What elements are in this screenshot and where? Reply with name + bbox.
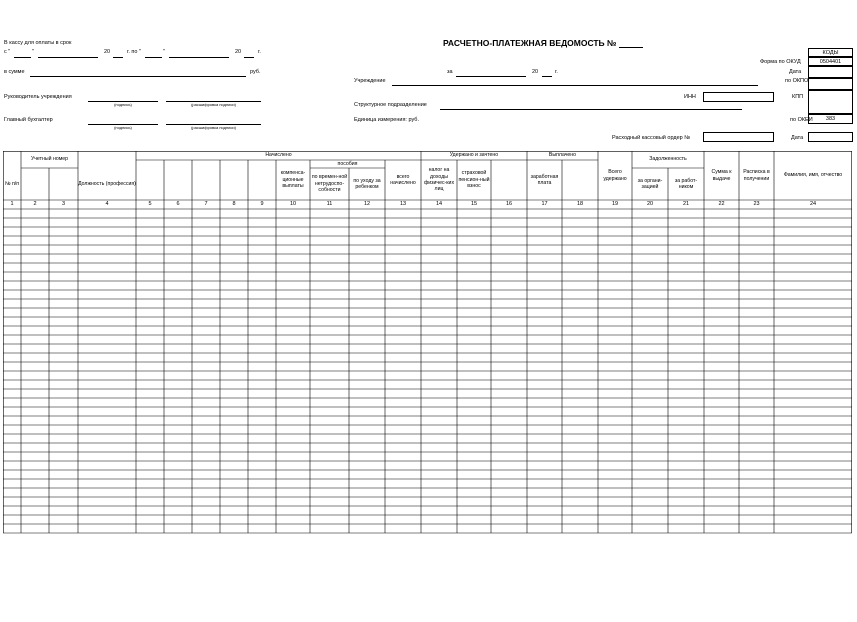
codes-date-field[interactable] xyxy=(808,66,853,78)
table-row[interactable] xyxy=(3,479,852,488)
cashier-line: В кассу для оплаты в срок xyxy=(4,40,72,46)
to-year-prefix: 20 xyxy=(235,49,242,55)
sum-currency: руб. xyxy=(250,69,261,75)
unit-label: Единица измерения: руб. xyxy=(354,117,419,123)
table-row[interactable] xyxy=(3,470,852,479)
table-row[interactable] xyxy=(3,515,852,524)
col-header-kompens: компенса-ционные выплаты xyxy=(280,170,306,190)
kpp-field[interactable] xyxy=(808,90,853,114)
page-title: РАСЧЕТНО-ПЛАТЕЖНАЯ ВЕДОМОСТЬ № xyxy=(443,38,617,48)
table-row[interactable] xyxy=(3,290,852,299)
order-date-field[interactable] xyxy=(808,132,853,142)
table-row[interactable] xyxy=(3,272,852,281)
to-day-field[interactable] xyxy=(145,50,162,58)
column-number: 12 xyxy=(363,201,371,207)
col-header-uhod: по уходу за ребенком xyxy=(353,177,381,190)
from-year-prefix: 20 xyxy=(104,49,111,55)
column-number: 6 xyxy=(176,201,180,207)
from-month-field[interactable] xyxy=(38,50,98,58)
order-label: Расходный кассовый ордер № xyxy=(612,135,691,141)
col-header-ndfl: налог на доходы физичес-ких лиц xyxy=(423,167,455,193)
head-decode-field[interactable] xyxy=(166,94,261,102)
payroll-table xyxy=(3,151,852,537)
col-header-raspiska: Расписка в получении xyxy=(743,169,770,182)
sum-field[interactable] xyxy=(30,69,246,77)
institution-field[interactable] xyxy=(392,78,758,86)
column-number: 21 xyxy=(682,201,690,207)
sum-label: в сумме xyxy=(4,69,25,75)
codes-title: КОДЫ xyxy=(808,48,853,57)
from-year-field[interactable] xyxy=(113,50,123,58)
chief-decode-caption: (расшифровка подписи) xyxy=(191,125,236,130)
col-header-za-rab: за работ-ником xyxy=(674,177,698,190)
table-row[interactable] xyxy=(3,254,852,263)
head-signature-field[interactable] xyxy=(88,94,158,102)
okpo-field[interactable] xyxy=(808,78,853,90)
head-sig-caption: (подпись) xyxy=(114,102,132,107)
dept-field[interactable] xyxy=(440,102,742,110)
column-number: 10 xyxy=(289,201,297,207)
column-number: 1 xyxy=(10,201,14,207)
col-header-strah: страховой пенсион-ный взнос xyxy=(458,170,490,190)
column-number: 9 xyxy=(260,201,264,207)
table-row[interactable] xyxy=(3,506,852,515)
col-header-zarplata: заработная плата xyxy=(530,173,559,186)
period-za: за xyxy=(447,69,453,75)
col-header-posobiya: пособия xyxy=(337,160,358,167)
table-row[interactable] xyxy=(3,497,852,506)
table-row[interactable] xyxy=(3,299,852,308)
table-row[interactable] xyxy=(3,218,852,227)
codes-date-label: Дата xyxy=(789,69,802,75)
okud-label: Форма по ОКУД xyxy=(760,59,801,65)
table-row[interactable] xyxy=(3,371,852,380)
to-quote: " xyxy=(163,49,165,55)
period-month-field[interactable] xyxy=(456,69,526,77)
col-header-summa: Сумма к выдаче xyxy=(711,169,732,182)
column-number: 24 xyxy=(809,201,817,207)
table-row[interactable] xyxy=(3,308,852,317)
head-decode-caption: (расшифровка подписи) xyxy=(191,102,236,107)
to-prefix: г. по " xyxy=(127,49,141,55)
order-number-field[interactable] xyxy=(703,132,774,142)
table-row[interactable] xyxy=(3,317,852,326)
table-row[interactable] xyxy=(3,380,852,389)
period-year-field[interactable] xyxy=(542,69,552,77)
table-row[interactable] xyxy=(3,335,852,344)
column-number: 16 xyxy=(505,201,513,207)
column-number: 23 xyxy=(753,201,760,207)
table-row[interactable] xyxy=(3,263,852,272)
order-date-label: Дата xyxy=(791,135,804,141)
col-header-vyplacheno: Выплачено xyxy=(548,152,577,159)
table-row[interactable] xyxy=(3,389,852,398)
table-row[interactable] xyxy=(3,398,852,407)
column-number: 8 xyxy=(232,201,236,207)
chief-signature-field[interactable] xyxy=(88,117,158,125)
to-month-field[interactable] xyxy=(169,50,229,58)
column-number: 7 xyxy=(204,201,208,207)
table-row[interactable] xyxy=(3,353,852,362)
table-row[interactable] xyxy=(3,326,852,335)
table-row[interactable] xyxy=(3,227,852,236)
col-header-zadolzh: Задолженность xyxy=(649,156,687,163)
col-header-vsego-uder: Всего удержано xyxy=(603,169,627,182)
institution-label: Учреждение xyxy=(354,78,386,84)
table-row[interactable] xyxy=(3,362,852,371)
kpp-label: КПП xyxy=(792,94,804,100)
column-number: 22 xyxy=(718,201,725,207)
table-row[interactable] xyxy=(3,236,852,245)
col-header-num: № п/п xyxy=(4,180,20,187)
okpo-label: по ОКПО xyxy=(785,78,809,84)
table-row[interactable] xyxy=(3,443,852,452)
column-number: 18 xyxy=(576,201,584,207)
column-number: 20 xyxy=(646,201,654,207)
column-number: 19 xyxy=(611,201,619,207)
table-row[interactable] xyxy=(3,524,852,533)
chief-acc-label: Главный бухгалтер xyxy=(4,117,53,123)
table-row[interactable] xyxy=(3,245,852,254)
period-year-suffix: г. xyxy=(555,69,558,75)
col-header-dolzh: Должность (профессия) xyxy=(78,180,136,187)
col-header-vrem: по времен-ной нетрудоспо-собности xyxy=(311,174,348,194)
column-number: 15 xyxy=(470,201,478,207)
table-row[interactable] xyxy=(3,461,852,470)
table-row[interactable] xyxy=(3,209,852,218)
col-header-nachisleno: Начислено xyxy=(265,152,292,159)
okei-label: по ОКЕИ xyxy=(790,117,813,123)
column-number: 13 xyxy=(399,201,407,207)
okud-code: 0504401 xyxy=(808,57,853,66)
inn-label: ИНН xyxy=(684,94,696,100)
to-year-field[interactable] xyxy=(244,50,254,58)
column-number: 3 xyxy=(61,201,66,207)
column-number: 5 xyxy=(148,201,152,207)
table-row[interactable] xyxy=(3,416,852,425)
column-number: 11 xyxy=(326,201,333,207)
table-row[interactable] xyxy=(3,452,852,461)
statement-number-field[interactable] xyxy=(619,40,643,48)
table-row[interactable] xyxy=(3,344,852,353)
col-header-vsego-nach: всего начислено xyxy=(390,173,416,186)
column-number: 17 xyxy=(541,201,548,207)
column-number: 14 xyxy=(435,201,443,207)
to-year-suffix: г. xyxy=(258,49,261,55)
table-row[interactable] xyxy=(3,425,852,434)
col-header-uderzhano: Удержано и зачтено xyxy=(449,152,499,159)
period-year-prefix: 20 xyxy=(532,69,539,75)
table-row[interactable] xyxy=(3,407,852,416)
from-prefix: с " xyxy=(4,49,11,55)
head-label: Руководитель учреждения xyxy=(4,94,72,100)
table-row[interactable] xyxy=(3,434,852,443)
col-header-za-org: за органи-зацией xyxy=(637,177,663,190)
column-number: 4 xyxy=(105,201,109,207)
col-header-uchet: Учетный номер xyxy=(30,156,69,163)
dept-label: Структурное подразделение xyxy=(354,102,427,108)
inn-field[interactable] xyxy=(703,92,774,102)
chief-sig-caption: (подпись) xyxy=(114,125,132,130)
column-number: 2 xyxy=(33,201,37,207)
from-day-field[interactable] xyxy=(14,50,31,58)
from-quote: " xyxy=(32,49,34,55)
chief-decode-field[interactable] xyxy=(166,117,261,125)
table-row[interactable] xyxy=(3,488,852,497)
col-header-fio: Фамилия, имя, отчество xyxy=(783,172,843,179)
okei-code: 383 xyxy=(808,114,853,124)
table-row[interactable] xyxy=(3,281,852,290)
